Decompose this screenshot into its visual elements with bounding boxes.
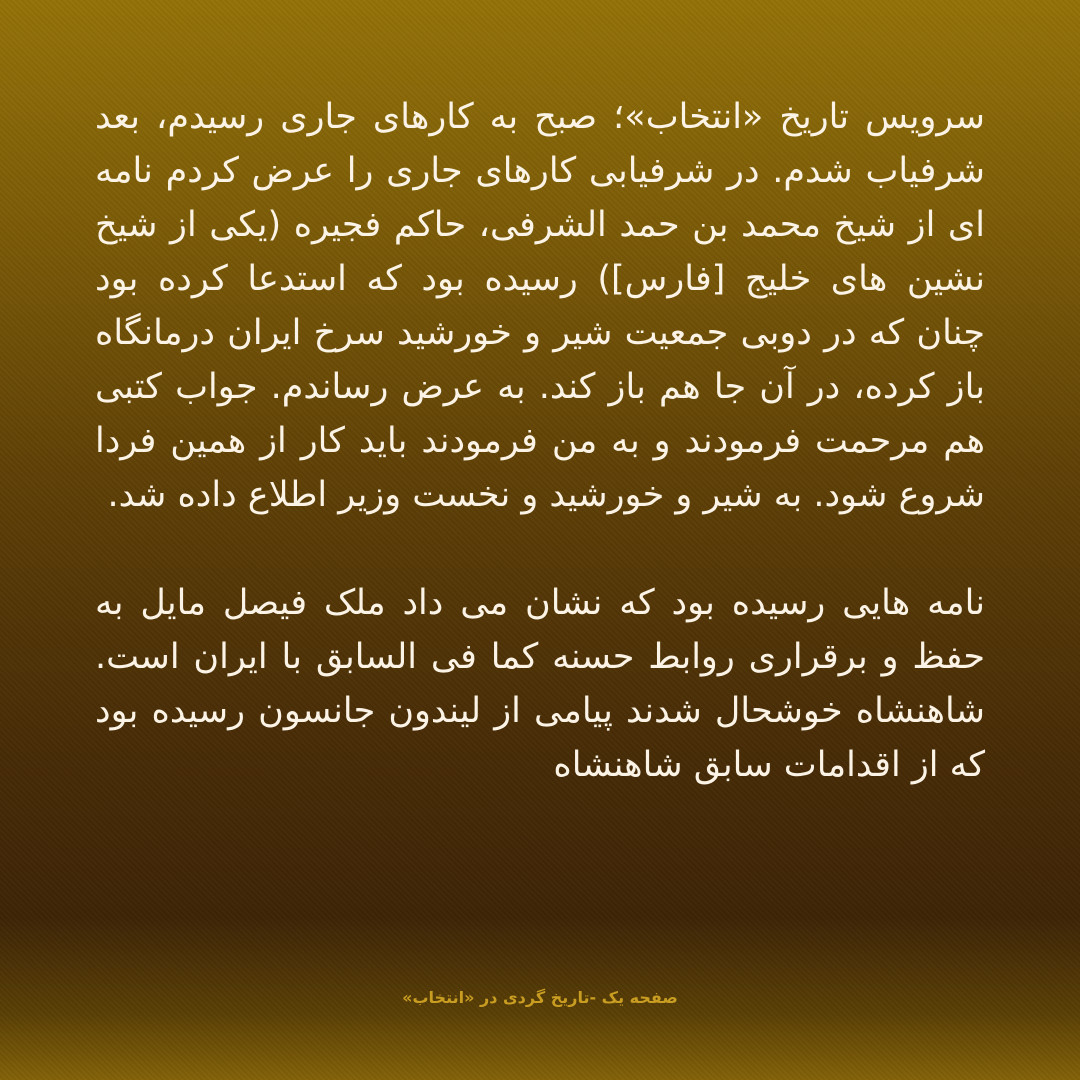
paragraph-one: سرویس تاریخ «انتخاب»؛ صبح به کارهای جاری رسیدم، بعد شرفیاب شدم. در شرفیابی کارهای جاری را عرض کردم نامه ای از شیخ محمد بن حمد الشرفی، حاکم فجیره (یکی از شیخ نشین های خلیج [فارس]) رسیده بود که استدعا کرده بود چنان که در دوبی جمعیت شیر و خورشید سرخ ایران درمانگاه باز کرده، در آن جا هم باز کند. به عرض رساندم. جواب کتبی هم مرحمت فرمودند و به من فرمودند باید کار از همین فردا شروع شود. به شیر و خورشید و نخست وزیر اطلاع داده شد. — [95, 97, 985, 515]
paragraph-two: نامه هایی رسیده بود که نشان می داد ملک فیصل مایل به حفظ و برقراری روابط حسنه کما فی السابق با ایران است. شاهنشاه خوشحال شدند پیامی از لیندون جانسون رسیده بود که از اقدامات سابق شاهنشاه — [95, 583, 985, 785]
page-footer: صفحه یک -تاریخ گردی در «انتخاب» — [402, 988, 678, 1007]
article-text — [95, 90, 985, 792]
